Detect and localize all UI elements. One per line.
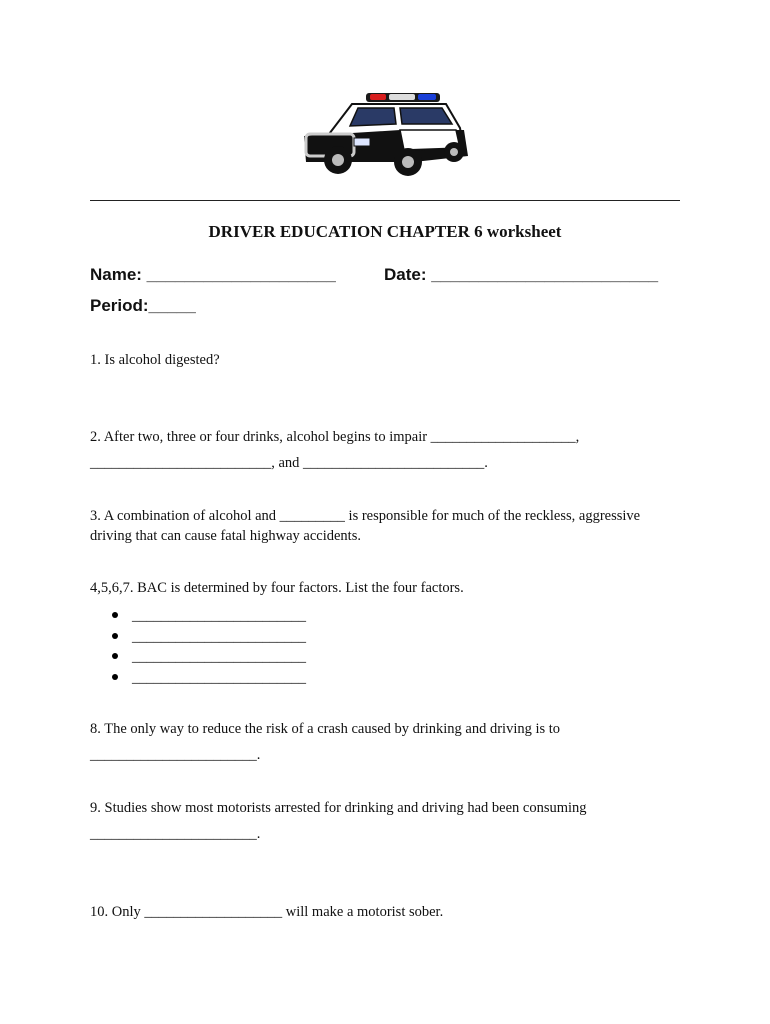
question-4-7: 4,5,6,7. BAC is determined by four factors. List the four factors. [90, 580, 464, 596]
rear-hub [402, 156, 414, 168]
list-item[interactable] [112, 606, 306, 627]
white-light [389, 94, 415, 100]
question-8-line-1: 8. The only way to reduce the risk of a crash caused by drinking and driving is to [90, 721, 561, 737]
bullet-icon [112, 612, 118, 618]
list-item[interactable] [112, 668, 306, 689]
period-field[interactable]: Period:_____ [90, 296, 196, 315]
car-windows-rear [400, 108, 452, 124]
question-8-line-2[interactable]: _______________________. [90, 747, 261, 763]
name-field[interactable]: Name: ____________________ [90, 265, 336, 284]
headlight [354, 138, 370, 146]
factor-blank[interactable]: ________________________ [132, 669, 306, 686]
worksheet-title: DRIVER EDUCATION CHAPTER 6 worksheet [208, 222, 562, 241]
question-2-line-1: 2. After two, three or four drinks, alcohol begins to impair ____________________, [90, 429, 580, 445]
list-item[interactable] [112, 647, 306, 668]
police-car-illustration [296, 90, 472, 182]
bullet-icon [112, 674, 118, 680]
question-1: 1. Is alcohol digested? [90, 352, 220, 368]
car-windows [350, 108, 396, 126]
question-9-line-2[interactable]: _______________________. [90, 826, 261, 842]
question-10: 10. Only ___________________ will make a motorist sober. [90, 904, 444, 920]
bullet-icon [112, 633, 118, 639]
question-3-line-2: driving that can cause fatal highway accidents. [90, 528, 361, 544]
red-light [370, 94, 386, 100]
factor-blank[interactable]: ________________________ [132, 628, 306, 645]
question-3-line-1: 3. A combination of alcohol and _________ is responsible for much of the reckless, aggressive [90, 508, 641, 524]
header-divider [90, 200, 680, 201]
list-item[interactable] [112, 627, 306, 648]
rear-hub-far [450, 148, 458, 156]
factor-blank[interactable]: ________________________ [132, 608, 306, 624]
bullet-icon [112, 653, 118, 659]
question-2-line-2: _________________________, and _________________________. [90, 455, 488, 471]
question-9-line-1: 9. Studies show most motorists arrested for drinking and driving had been consuming [90, 800, 587, 816]
blue-light [418, 94, 436, 100]
factors-list [112, 606, 306, 688]
factor-blank[interactable]: ________________________ [132, 649, 306, 665]
date-field[interactable]: Date: ________________________ [384, 265, 659, 284]
front-hub [332, 154, 344, 166]
